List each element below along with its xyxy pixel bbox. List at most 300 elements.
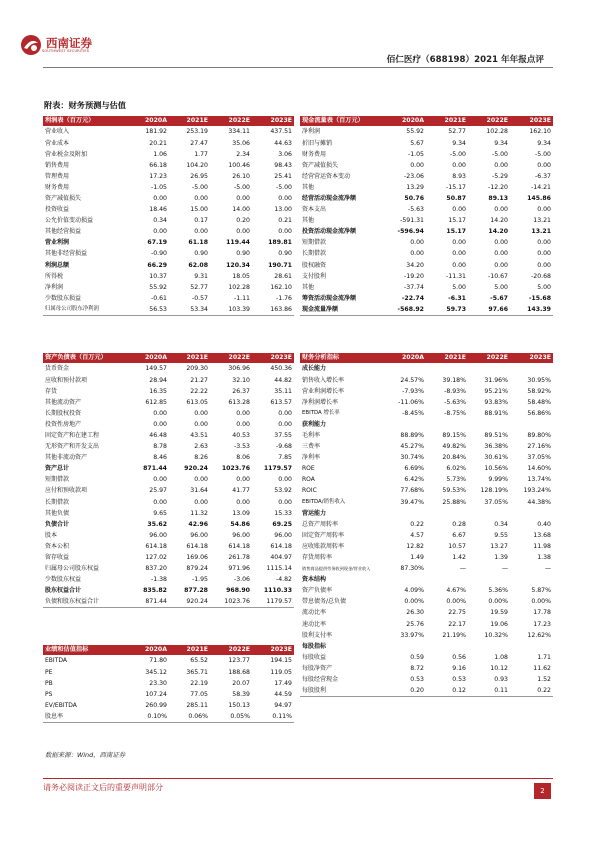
cell-value: 119.44 <box>226 239 250 247</box>
row-label: 毛利率 <box>302 431 321 439</box>
cell-value: 143.39 <box>527 305 551 313</box>
cell-value: -3.53 <box>233 443 250 451</box>
table-row <box>300 363 553 374</box>
row-label: EBITDA <box>45 657 67 665</box>
cell-value: 0.00 <box>194 498 208 506</box>
cell-value: 0.00 <box>452 261 466 269</box>
cell-value: 835.82 <box>143 587 167 595</box>
cell-value: 96.00 <box>190 531 208 539</box>
cell-value: 0.22 <box>410 520 424 528</box>
cell-value: -0.57 <box>191 294 208 302</box>
cell-value: 15.17 <box>446 228 466 236</box>
cell-value: 334.11 <box>228 128 250 136</box>
cell-value: -8.45% <box>402 409 424 417</box>
table-header <box>43 116 294 126</box>
table-row <box>300 304 553 316</box>
cell-value: 1.71 <box>537 653 551 661</box>
cell-value: -6.31 <box>448 294 466 302</box>
cell-value: 0.00 <box>153 476 167 484</box>
table-row <box>43 452 294 463</box>
cell-value: 28.94 <box>149 376 167 384</box>
cell-value: 0.56 <box>452 653 466 661</box>
cell-value: 150.13 <box>228 701 250 709</box>
logo-name: 西南证券 <box>46 35 92 50</box>
cell-value: 66.29 <box>147 261 167 269</box>
cell-value: 5.87% <box>531 587 551 595</box>
cell-value: 96.00 <box>149 531 167 539</box>
cell-value: 0.00 <box>194 228 208 236</box>
table-row <box>300 204 553 215</box>
cell-value: 1.52 <box>537 676 551 684</box>
cell-value: 5.00 <box>452 283 466 291</box>
cell-value: 4.57 <box>410 531 424 539</box>
cell-value: 0.20 <box>236 217 250 225</box>
cell-value: 193.24% <box>523 487 551 495</box>
cell-value: 77.68% <box>400 487 424 495</box>
table-row <box>300 607 553 618</box>
cell-value <box>426 508 468 519</box>
row-label: 其他非流动资产 <box>45 454 88 462</box>
column-header-year: 2020A <box>385 353 426 363</box>
cell-value: 1110.33 <box>263 587 292 595</box>
cell-value: 10.32% <box>484 631 508 639</box>
cell-value: 188.68 <box>228 668 250 676</box>
cell-value: 879.24 <box>186 565 208 573</box>
cell-value: 71.80 <box>149 657 167 665</box>
table-row <box>300 530 553 541</box>
cell-value: 13.21 <box>531 228 551 236</box>
table-row <box>300 552 553 563</box>
table-row <box>300 237 553 248</box>
cell-value: 58.39 <box>232 690 250 698</box>
cell-value: 100.46 <box>228 161 250 169</box>
row-label: 投资性房地产 <box>45 420 82 428</box>
cell-value: -5.00 <box>534 150 551 158</box>
table-row <box>43 126 294 137</box>
cell-value: 0.00 <box>153 498 167 506</box>
table-row <box>43 485 294 496</box>
table-row <box>300 652 553 663</box>
table-row <box>43 596 294 608</box>
brand-logo <box>20 34 92 56</box>
cell-value: 46.48 <box>149 431 167 439</box>
cell-value: 28.61 <box>274 272 292 280</box>
cell-value: 61.18 <box>188 239 208 247</box>
column-header-year: 2020A <box>128 116 169 126</box>
column-header-title: 现金流量表（百万元） <box>300 116 385 126</box>
row-label: ROE <box>302 465 315 473</box>
cell-value: 17.23 <box>533 620 551 628</box>
cell-value: 44.63 <box>274 139 292 147</box>
row-label: 带息债务/总负债 <box>302 598 347 606</box>
row-label: 每股收益 <box>302 653 327 661</box>
cell-value: 9.65 <box>153 509 167 517</box>
table-row <box>43 149 294 160</box>
cell-value: 971.96 <box>228 565 250 573</box>
column-header-year: 2023E <box>252 645 294 655</box>
cell-value: 15.33 <box>274 509 292 517</box>
cell-value: 59.53% <box>442 487 466 495</box>
row-label: 净利润增长率 <box>302 398 339 406</box>
row-label: 总资产周转率 <box>302 520 339 528</box>
row-label: 净利润 <box>302 128 321 136</box>
cell-value: 1.06 <box>153 150 167 158</box>
table-row <box>43 248 294 259</box>
cell-value: 613.05 <box>186 398 208 406</box>
row-label: ROA <box>302 476 315 484</box>
row-label: 营业收入 <box>45 128 70 136</box>
row-label: 每股经营现金 <box>302 676 339 684</box>
cell-value: -37.74 <box>404 283 424 291</box>
footer-disclaimer: 请务必阅读正文后的重要声明部分 <box>43 783 163 792</box>
cell-value: 8.72 <box>410 664 424 672</box>
cell-value: 54.86 <box>230 520 250 528</box>
row-label: 资产总计 <box>45 465 70 473</box>
table-row <box>300 397 553 408</box>
cell-value: -5.29 <box>491 172 508 180</box>
row-label: 应付和预收款项 <box>45 487 88 495</box>
cell-value: 9.16 <box>452 664 466 672</box>
cell-value: 0.00 <box>153 409 167 417</box>
cell-value: 89.15% <box>442 431 466 439</box>
cell-value: 40.53 <box>232 431 250 439</box>
cell-value: 1023.76 <box>221 465 250 473</box>
row-label: 销售收入增长率 <box>302 376 345 384</box>
cell-value: 21.27 <box>190 376 208 384</box>
table-header <box>300 353 553 363</box>
cell-value: 26.95 <box>190 172 208 180</box>
cell-value: 77.05 <box>190 690 208 698</box>
table-row <box>43 386 294 397</box>
cell-value: 103.39 <box>228 305 250 313</box>
cell-value: -4.82 <box>275 576 292 584</box>
column-header-year: 2021E <box>426 116 468 126</box>
cell-value: 0.00 <box>452 250 466 258</box>
cell-value: -7.93% <box>402 387 424 395</box>
cell-value: 920.24 <box>184 465 208 473</box>
cell-value: 169.06 <box>186 554 208 561</box>
cell-value: 23.30 <box>149 679 167 687</box>
cell-value: 52.77 <box>448 128 466 136</box>
cell-value: 0.34 <box>153 217 167 225</box>
cell-value: 450.36 <box>270 365 292 373</box>
cell-value: 24.57% <box>400 376 424 384</box>
cell-value: 6.67 <box>452 531 466 539</box>
row-label: 其他 <box>302 217 315 225</box>
row-label: PB <box>45 679 53 687</box>
table-row <box>43 463 294 474</box>
row-label: 速动比率 <box>302 620 327 628</box>
cell-value: 18.05 <box>232 272 250 280</box>
cell-value: 22.17 <box>448 620 466 628</box>
cell-value: 0.00 <box>236 420 250 428</box>
cell-value: 127.02 <box>145 554 167 561</box>
column-header-year: 2022E <box>468 116 510 126</box>
cell-value: 8.06 <box>236 454 250 462</box>
row-label: PS <box>45 690 53 698</box>
table-row <box>300 408 553 419</box>
column-header-year: 2022E <box>210 645 252 655</box>
cell-value: -0.90 <box>150 250 167 258</box>
row-label: 折旧与摊销 <box>302 139 333 147</box>
row-label: 资本公积 <box>45 542 70 550</box>
table-row <box>43 293 294 304</box>
header-divider <box>43 67 553 68</box>
cell-value: 0.00 <box>410 239 424 247</box>
cell-value: 613.57 <box>270 398 292 406</box>
cell-value: -591.31 <box>400 217 424 225</box>
cell-value: 69.25 <box>272 520 292 528</box>
cell-value: 0.00 <box>153 228 167 236</box>
cell-value: 0.00 <box>494 239 508 247</box>
logo-emblem-icon <box>20 34 42 56</box>
cell-value: 345.12 <box>145 668 167 676</box>
table-row <box>43 375 294 386</box>
cell-value: 4.67% <box>446 587 466 595</box>
cell-value: 2.34 <box>236 150 250 158</box>
cell-value: -22.74 <box>401 294 424 302</box>
cell-value: -5.63 <box>407 206 424 214</box>
cell-value: 25.97 <box>149 487 167 495</box>
table-row <box>43 138 294 149</box>
cell-value: — <box>501 565 508 573</box>
table-row <box>300 138 553 149</box>
cell-value: 16.35 <box>149 387 167 395</box>
cell-value: 8.26 <box>194 454 208 462</box>
table-row <box>43 474 294 485</box>
table-row <box>43 563 294 574</box>
cell-value: -1.11 <box>233 294 250 302</box>
cell-value: -5.00 <box>275 183 292 191</box>
table-row <box>300 282 553 293</box>
table-row <box>300 508 553 519</box>
cell-value: 0.21 <box>278 217 292 225</box>
column-header-year: 2021E <box>169 353 210 363</box>
cell-value <box>426 363 468 374</box>
financial-ratios-table <box>300 353 553 697</box>
cell-value: 11.62 <box>533 664 551 672</box>
cell-value: 39.47% <box>400 498 424 506</box>
table-row <box>43 304 294 316</box>
cell-value: 58.48% <box>527 398 551 406</box>
cell-value: 9.99% <box>488 476 508 484</box>
cell-value: 59.73 <box>446 305 466 313</box>
cell-value <box>426 574 468 585</box>
cell-value: -8.93% <box>444 387 466 395</box>
cell-value: 0.00 <box>236 476 250 484</box>
cell-value: 1115.14 <box>266 565 292 573</box>
cell-value: 0.00 <box>537 161 551 169</box>
table-row <box>300 375 553 386</box>
income-statement-table <box>43 116 294 316</box>
cell-value: 15.17 <box>448 217 466 225</box>
cell-value: 253.19 <box>186 128 208 136</box>
cell-value: 0.90 <box>278 250 292 258</box>
cell-value: 0.00 <box>278 194 292 202</box>
table-row <box>300 474 553 485</box>
table-row <box>300 430 553 441</box>
table-row <box>300 193 553 204</box>
cell-value: -3.06 <box>233 576 250 584</box>
cell-value: 0.00 <box>153 194 167 202</box>
cell-value: 920.24 <box>186 598 208 606</box>
cell-value: 261.78 <box>228 554 250 561</box>
column-header-year: 2022E <box>210 116 252 126</box>
cell-value: 0.90 <box>194 250 208 258</box>
row-label: 筹资活动现金流净额 <box>302 294 357 302</box>
cell-value: 36.38% <box>484 443 508 451</box>
cell-value: 0.00 <box>494 261 508 269</box>
cell-value: 25.88% <box>442 498 466 506</box>
table-row <box>43 678 294 689</box>
row-label: 长期股权投资 <box>45 409 82 417</box>
table-row <box>43 160 294 171</box>
table-row <box>43 282 294 293</box>
row-label: 流动比率 <box>302 609 327 617</box>
table-row <box>43 237 294 248</box>
cell-value: 44.38% <box>527 498 551 506</box>
table-row <box>300 441 553 452</box>
table-row <box>300 497 553 508</box>
row-label: 财务费用 <box>302 150 327 158</box>
cell-value: 0.00 <box>452 239 466 247</box>
table-row <box>300 630 553 641</box>
valuation-table <box>43 645 294 723</box>
cell-value: -14.21 <box>531 183 551 191</box>
cell-value: 20.21 <box>149 139 167 147</box>
cell-value: 26.37 <box>232 387 250 395</box>
row-label: 营业成本 <box>45 139 70 147</box>
cell-value <box>510 641 553 652</box>
table-row <box>43 363 294 374</box>
cell-value: 0.00 <box>452 206 466 214</box>
cell-value: 30.61% <box>484 454 508 462</box>
row-label: 其他 <box>302 283 315 291</box>
cell-value: 613.28 <box>228 398 250 406</box>
cell-value: 43.51 <box>190 431 208 439</box>
cell-value: 31.96% <box>484 376 508 384</box>
row-label: 短期借款 <box>45 476 70 484</box>
row-label: 负债合计 <box>45 520 70 528</box>
cell-value: 44.82 <box>274 376 292 384</box>
cell-value: 14.00 <box>232 206 250 214</box>
section-title: 附表：财务预测与估值 <box>44 100 126 110</box>
cell-value: 88.91% <box>484 409 508 417</box>
cell-value: -23.06 <box>404 172 424 180</box>
cell-value: 306.96 <box>228 365 250 373</box>
cell-value: 56.86% <box>527 409 551 417</box>
cell-value: 163.86 <box>270 305 292 313</box>
table-row <box>43 530 294 541</box>
cell-value: 21.19% <box>442 631 466 639</box>
cell-value: 8.78 <box>153 443 167 451</box>
row-label: 应收账款周转率 <box>302 542 345 550</box>
row-label: 少数股东权益 <box>45 576 82 584</box>
cell-value <box>385 641 426 652</box>
cell-value: 20.07 <box>232 679 250 687</box>
cell-value: 0.00 <box>537 250 551 258</box>
column-header-year: 2020A <box>128 645 169 655</box>
cell-value: 18.46 <box>149 206 167 214</box>
cell-value: 0.12 <box>452 687 466 695</box>
cell-value: 0.00 <box>537 239 551 247</box>
cell-value: 13.09 <box>232 509 250 517</box>
cell-value: 32.10 <box>232 376 250 384</box>
cell-value: — <box>459 565 466 573</box>
table-row <box>300 171 553 182</box>
cell-value: -15.68 <box>528 294 551 302</box>
cell-value: 22.22 <box>190 387 208 395</box>
row-label: 留存收益 <box>45 554 70 561</box>
cell-value: -8.75% <box>444 409 466 417</box>
row-label: 支付股利 <box>302 272 327 280</box>
cell-value: 27.16% <box>527 443 551 451</box>
row-label: 营运能力 <box>302 509 327 517</box>
column-header-year: 2021E <box>169 116 210 126</box>
cell-value: 49.82% <box>442 443 466 451</box>
cell-value: 3.06 <box>278 150 292 158</box>
cell-value: 614.18 <box>186 542 208 550</box>
table-row <box>43 519 294 530</box>
table-row <box>300 215 553 226</box>
cell-value: 0.22 <box>537 687 551 695</box>
column-header-title: 业绩和估值指标 <box>43 645 128 655</box>
table-header <box>300 116 553 126</box>
cell-value: 11.32 <box>190 509 208 517</box>
cell-value: 96.00 <box>274 531 292 539</box>
table-row <box>43 585 294 596</box>
cell-value: 19.59 <box>490 609 508 617</box>
table-row <box>300 519 553 530</box>
cell-value: 66.18 <box>149 161 167 169</box>
row-label: 货币资金 <box>45 365 70 373</box>
cell-value: -5.00 <box>191 183 208 191</box>
table-row <box>43 711 294 723</box>
row-label: 经营营运资本变动 <box>302 172 351 180</box>
row-label: 资本支出 <box>302 206 327 214</box>
cell-value: 190.71 <box>268 261 292 269</box>
cell-value: 0.00 <box>236 498 250 506</box>
cell-value: 30.95% <box>527 376 551 384</box>
cell-value: 55.92 <box>406 128 424 136</box>
cell-value <box>468 419 510 430</box>
row-label: 其他非经营损益 <box>45 250 88 258</box>
row-label: 少数股东损益 <box>45 294 82 302</box>
cell-value: 10.57 <box>448 542 466 550</box>
cell-value: 5.67 <box>410 139 424 147</box>
cell-value: 102.28 <box>228 283 250 291</box>
row-label: 投资活动现金流净额 <box>302 228 357 236</box>
cell-value: 614.18 <box>228 542 250 550</box>
cell-value: 9.55 <box>494 531 508 539</box>
row-label: 净利润 <box>45 283 64 291</box>
row-label: 长期借款 <box>45 498 70 506</box>
footer-divider <box>43 778 553 779</box>
row-label: 成长能力 <box>302 365 327 373</box>
cell-value: 17.49 <box>274 679 292 687</box>
cell-value: 0.59 <box>410 653 424 661</box>
table-row <box>300 641 553 652</box>
table-row <box>300 248 553 259</box>
cell-value: 97.66 <box>488 305 508 313</box>
cell-value: 1179.57 <box>263 465 292 473</box>
table-row <box>300 485 553 496</box>
cell-value: 120.34 <box>226 261 250 269</box>
cell-value: 1.38 <box>537 554 551 561</box>
cell-value: 0.00 <box>153 420 167 428</box>
column-header-year: 2021E <box>426 353 468 363</box>
cell-value: 13.68 <box>533 531 551 539</box>
